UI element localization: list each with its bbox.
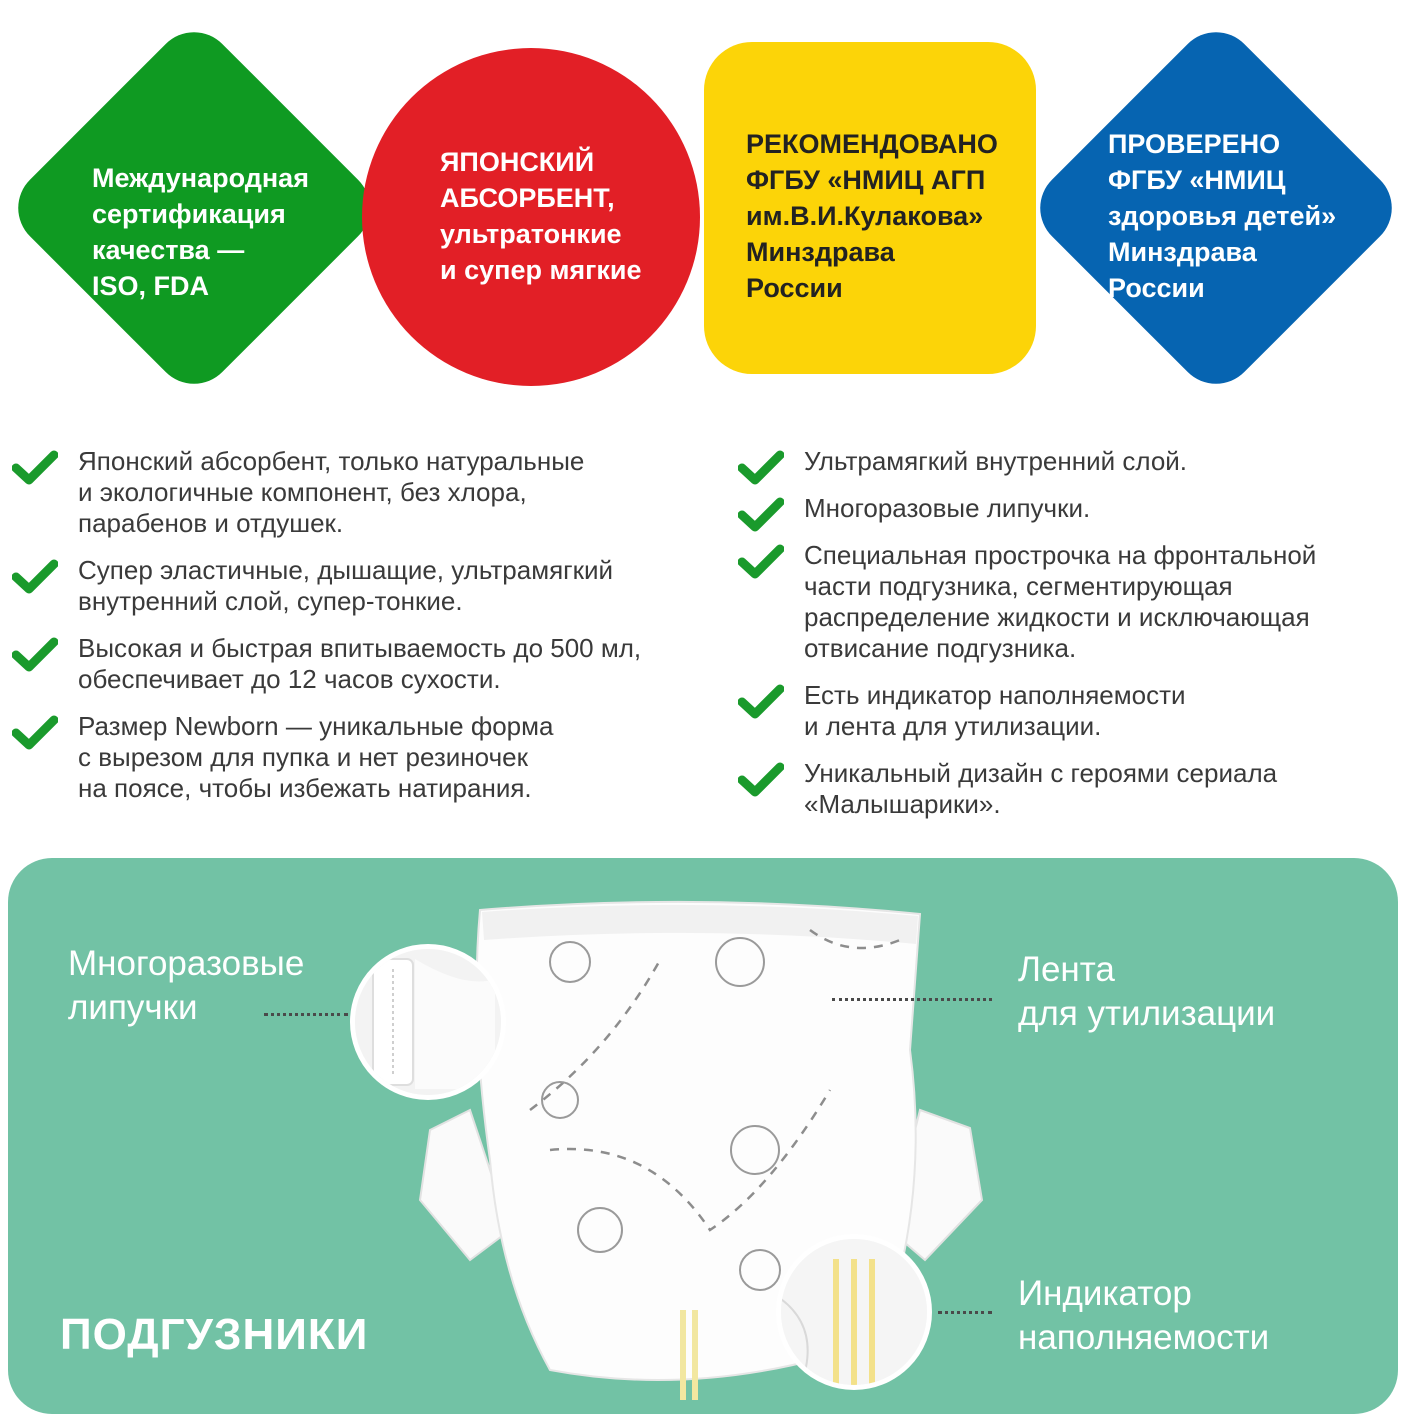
features-left [12,446,712,820]
callout-indicator: Индикатор наполняемости [1018,1274,1270,1357]
badge-recommended-text: РЕКОМЕНДОВАНО ФГБУ «НМИЦ АГП им.В.И.Кулакова» Минздрава России [746,129,998,303]
check-icon [12,559,58,595]
callout-tape-leader [832,998,992,1001]
list-item: Многоразовые липучки. [738,493,1403,524]
callout-tape: Лента для утилизации [1018,950,1276,1033]
badge-japanese-absorbent [362,48,700,386]
features-right [738,446,1403,836]
list-item: Уникальный дизайн с героями сериала «Малышарики». [738,758,1403,820]
check-icon [738,684,784,720]
velcro-zoom-circle [350,944,506,1100]
badge-recommended [704,42,1036,374]
list-item: Японский абсорбент, только натуральные и экологичные компонент, без хлора, парабенов и отдушек. [12,446,712,539]
panel-title: ПОДГУЗНИКИ [60,1310,369,1359]
check-icon [738,450,784,486]
badge-iso-fda [6,14,381,406]
check-icon [12,715,58,751]
check-icon [738,762,784,798]
check-icon [12,637,58,673]
list-item: Есть индикатор наполняемости и лента для утилизации. [738,680,1403,742]
velcro-detail-icon [355,949,501,1095]
check-icon [738,544,784,580]
list-item: Размер Newborn — уникальные форма с вырезом для пупка и нет резиночек на поясе, чтобы избежать натирания. [12,711,712,804]
badge-japanese-absorbent-text: ЯПОНСКИЙ АБСОРБЕНТ, ультратонкие и супер мягкие [440,147,642,285]
badge-checked [1028,14,1403,406]
indicator-zoom-circle [776,1234,932,1390]
list-item: Ультрамягкий внутренний слой. [738,446,1403,477]
check-icon [12,450,58,486]
check-icon [738,497,784,533]
badge-iso-fda-text: Международная сертификация качества — ISO, FDA [92,163,309,301]
callout-velcro: Многоразовые липучки [68,944,305,1027]
list-item: Специальная прострочка на фронтальной части подгузника, сегментирующая распределение жидкости и исключающая отвисание подгузника. [738,540,1403,664]
callout-indicator-leader [938,1311,992,1314]
badge-checked-text: ПРОВЕРЕНО ФГБУ «НМИЦ здоровья детей» Минздрава России [1108,129,1337,303]
callout-velcro-leader [264,1013,348,1016]
list-item: Высокая и быстрая впитываемость до 500 мл, обеспечивает до 12 часов сухости. [12,633,712,695]
indicator-detail-icon [781,1239,927,1385]
list-item: Супер эластичные, дышащие, ультрамягкий внутренний слой, супер-тонкие. [12,555,712,617]
